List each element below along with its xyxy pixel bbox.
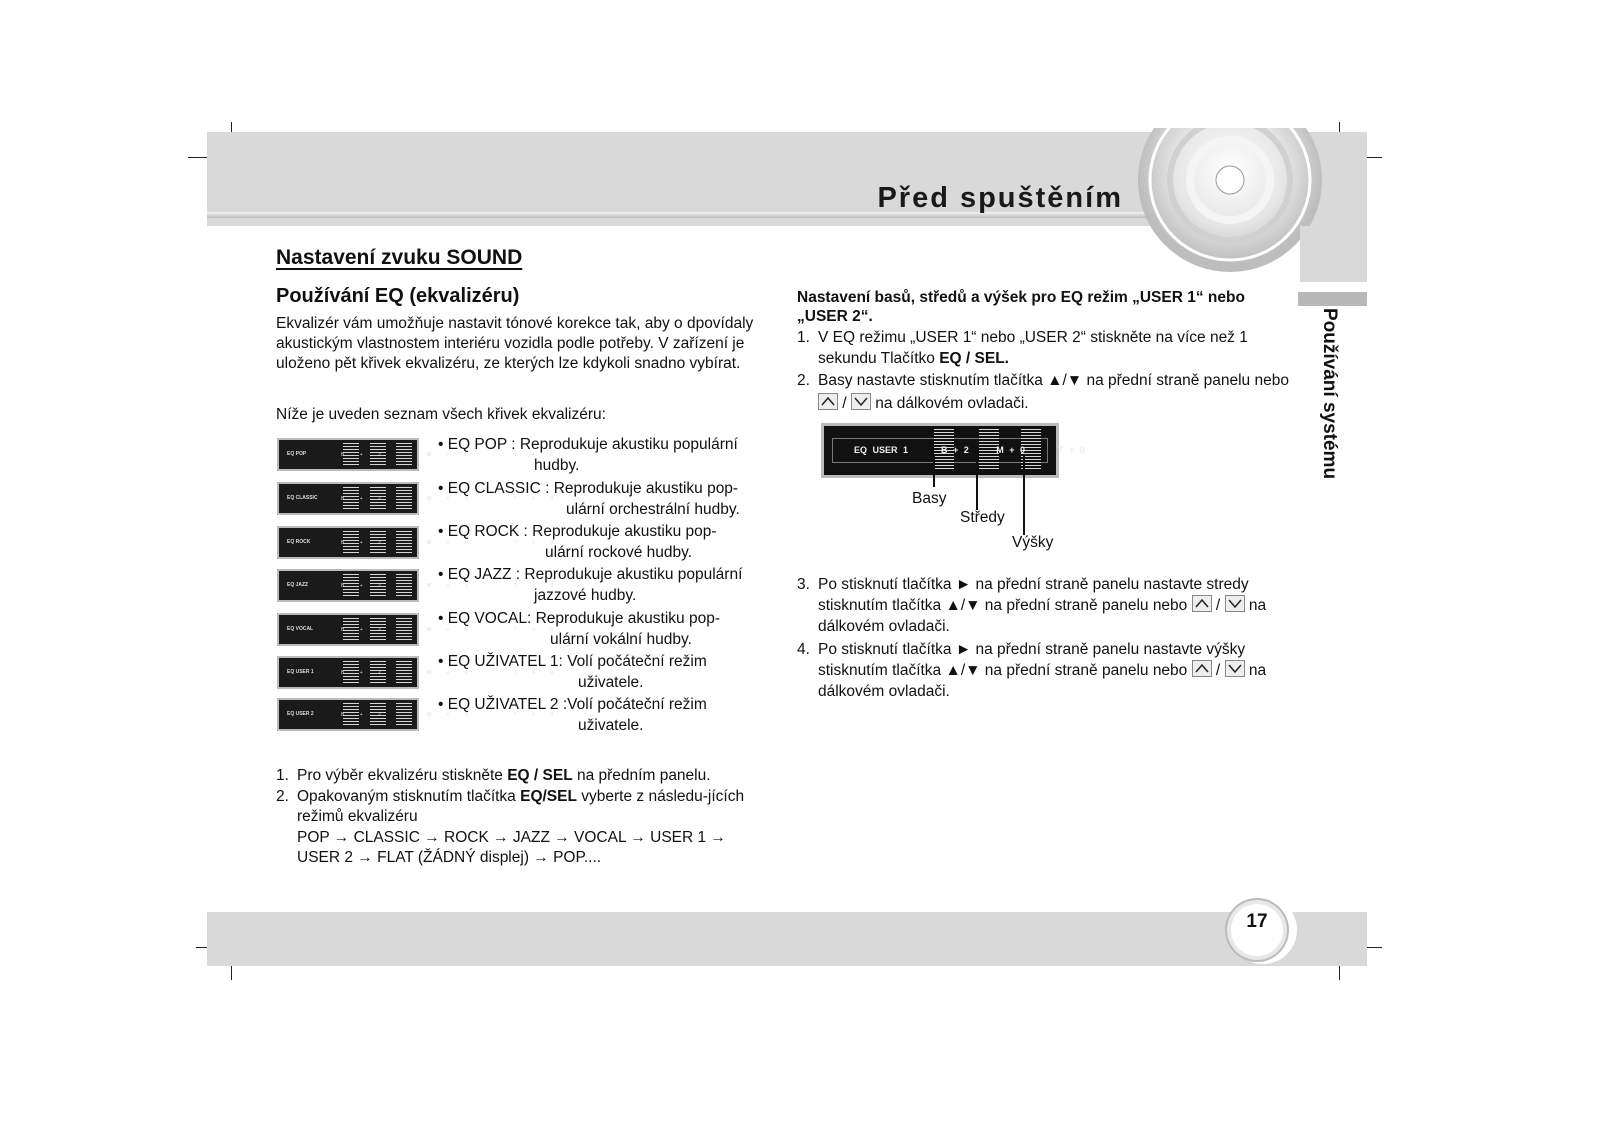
step-item: [276, 787, 776, 869]
section-title: Nastavení zvuku SOUND: [276, 246, 523, 269]
display-mode-label: EQ USER 2: [287, 711, 314, 717]
eq-description-cont: jazzové hudby.: [534, 587, 637, 604]
step-item: [276, 766, 776, 787]
down-button-icon: [1225, 660, 1245, 677]
eq-list-item: [438, 694, 707, 736]
sequence-line: USER 2 → FLAT (ŽÁDNÝ displej) → POP....: [297, 849, 602, 866]
eq-description-cont: ulární orchestrální hudby.: [566, 501, 740, 518]
eq-name: • EQ VOCAL:: [438, 610, 532, 627]
display-mode-label: EQ USER 1: [287, 669, 314, 675]
step-text: vyberte z následu-jících režimů ekvalizéru: [297, 787, 745, 825]
eq-description-cont: ulární vokální hudby.: [550, 631, 692, 648]
down-button-icon: [1225, 595, 1245, 612]
step-text: V EQ režimu „USER 1“ nebo „USER 2“ stiskněte na více než 1 sekundu Tlačítko: [818, 329, 1248, 367]
footer-band: [207, 912, 1367, 966]
side-chapter-label: Používání systému: [1319, 308, 1340, 480]
step-text: na dálkovém ovladači.: [875, 395, 1029, 412]
display-mode-label: EQ VOCAL: [287, 626, 314, 632]
down-button-icon: [851, 393, 871, 410]
step-item: 2. Basy nastavte stisknutím tlačítka ▲/▼ na přední straně panelu nebo / na dálkovém ovladači.: [797, 369, 1297, 415]
subsection-title: Používání EQ (ekvalizéru): [276, 285, 520, 307]
side-band: [1300, 226, 1367, 282]
callout-line: [1023, 455, 1025, 535]
steps-left: [276, 766, 776, 869]
eq-description: Reprodukuje akustiku pop-: [535, 610, 720, 627]
eq-list-item: [438, 434, 738, 476]
eq-display-thumbnail: [277, 569, 554, 602]
eq-display-thumbnail: [277, 482, 554, 515]
right-heading: Nastavení basů, středů a výšek pro EQ režim „USER 1“ nebo „USER 2“.: [797, 289, 1245, 325]
callout-line: [933, 455, 935, 487]
eq-list-item: [438, 564, 742, 606]
side-strip: [1298, 292, 1367, 306]
eq-name: • EQ UŽIVATEL 1:: [438, 653, 563, 670]
eq-name: • EQ CLASSIC :: [438, 480, 550, 497]
eq-description-cont: uživatele.: [578, 674, 644, 691]
eq-list-item: [438, 608, 720, 650]
step-text: Po stisknutí tlačítka ► na přední straně panelu nastavte výšky stisknutím tlačítka ▲/▼ na přední straně panelu nebo: [818, 641, 1246, 679]
eq-list-item: [438, 521, 717, 563]
callout-mid: Středy: [960, 509, 1005, 526]
callout-bass: Basy: [912, 490, 947, 507]
eq-name: • EQ ROCK :: [438, 523, 528, 540]
display-values: B + 2 M + 0 T + 0: [341, 452, 554, 458]
display-values: B + 2 M + 0 T + 0: [341, 540, 554, 546]
eq-display-thumbnail: [277, 613, 554, 646]
step-text: na dálkovém ovladači.: [818, 597, 1267, 635]
intro-paragraph: Ekvalizér vám umožňuje nastavit tónové korekce tak, aby o dpovídaly akustickým vlastnostem interiéru vozidla podle potřeby. V zařízení je uloženo pět křivek ekvalizéru, ze kterých lze kdykoli snadno vybírat.: [276, 315, 754, 372]
display-values: B + 2 M + 0 T + 0: [341, 627, 554, 633]
step-text: Pro výběr ekvalizéru stiskněte: [297, 767, 508, 784]
step-item: [797, 327, 1297, 369]
eq-display-thumbnail: [277, 526, 554, 559]
step-bold: EQ / SEL.: [939, 350, 1009, 367]
eq-description: Reprodukuje akustiku populární: [524, 566, 743, 583]
step-text: na dálkovém ovladači.: [818, 662, 1267, 700]
eq-description-cont: hudby.: [534, 457, 580, 474]
display-mode-label: EQ JAZZ: [287, 582, 309, 588]
step-number: 1.: [797, 329, 810, 346]
page-number: 17: [1231, 904, 1283, 956]
display-mode-label: EQ POP: [287, 451, 307, 457]
eq-description: :Volí počáteční režim: [562, 696, 707, 713]
display-values: B + 2 M + 0 T + 0: [341, 712, 554, 718]
eq-description-cont: uživatele.: [578, 717, 644, 734]
eq-description-cont: ulární rockové hudby.: [545, 544, 693, 561]
page-header-title: Před spuštěním: [877, 182, 1123, 214]
step-item: 3. Po stisknutí tlačítka ► na přední straně panelu nastavte stredy stisknutím tlačítka ▲/▼ na přední straně panelu nebo / na dálkovém ovladači.: [797, 576, 1267, 635]
up-button-icon: [1192, 595, 1212, 612]
step-bold: EQ / SEL: [507, 767, 573, 784]
step-text: na předním panelu.: [572, 767, 711, 784]
eq-list-item: [438, 478, 740, 520]
eq-description: Reprodukuje akustiku populární: [519, 436, 738, 453]
display-text: EQ USER 1 B + 2 M + 0 T + 0: [854, 445, 1085, 455]
step-text: Po stisknutí tlačítka ► na přední straně panelu nastavte stredy stisknutím tlačítka ▲/▼ na přední straně panelu nebo: [818, 576, 1249, 614]
display-values: B + 2 M + 0 T + 0: [341, 670, 554, 676]
step-item: 4. Po stisknutí tlačítka ► na přední straně panelu nastavte výšky stisknutím tlačítka ▲/▼ na přední straně panelu nebo / na dálkovém ovladači.: [797, 641, 1267, 700]
up-button-icon: [1192, 660, 1212, 677]
up-button-icon: [818, 393, 838, 410]
step-number: 3.: [797, 576, 810, 593]
callout-treble: Výšky: [1012, 534, 1054, 551]
display-mode-label: EQ CLASSIC: [287, 495, 318, 501]
display-values: B + 2 M + 0 T + 0: [341, 496, 554, 502]
eq-description: Volí počáteční režim: [567, 653, 707, 670]
list-intro: Níže je uveden seznam všech křivek ekvalizéru:: [276, 406, 606, 423]
display-mode-label: EQ ROCK: [287, 539, 311, 545]
eq-description: Reprodukuje akustiku pop-: [553, 480, 739, 497]
step-number: 2.: [276, 787, 289, 805]
step-number: 2.: [797, 372, 810, 389]
eq-list-item: [438, 651, 707, 693]
eq-name: • EQ JAZZ :: [438, 566, 521, 583]
right-steps-bottom: [797, 574, 1297, 702]
sequence-line: POP → CLASSIC → ROCK → JAZZ → VOCAL → USER 1 →: [297, 828, 726, 846]
display-values: B + 2 M + 0 T + 0: [341, 583, 554, 589]
step-text: Basy nastavte stisknutím tlačítka ▲/▼ na přední straně panelu nebo: [818, 372, 1289, 389]
step-number: 4.: [797, 641, 810, 658]
eq-description: Reprodukuje akustiku pop-: [532, 523, 717, 540]
step-text: Opakovaným stisknutím tlačítka: [297, 787, 521, 805]
eq-name: • EQ UŽIVATEL 2: [438, 696, 559, 713]
eq-name: • EQ POP :: [438, 436, 516, 453]
right-steps-top: [797, 327, 1297, 415]
step-bold: EQ/SEL: [520, 787, 577, 805]
step-number: 1.: [276, 767, 289, 784]
eq-display-thumbnail: [277, 438, 554, 471]
callout-line: [976, 455, 978, 510]
